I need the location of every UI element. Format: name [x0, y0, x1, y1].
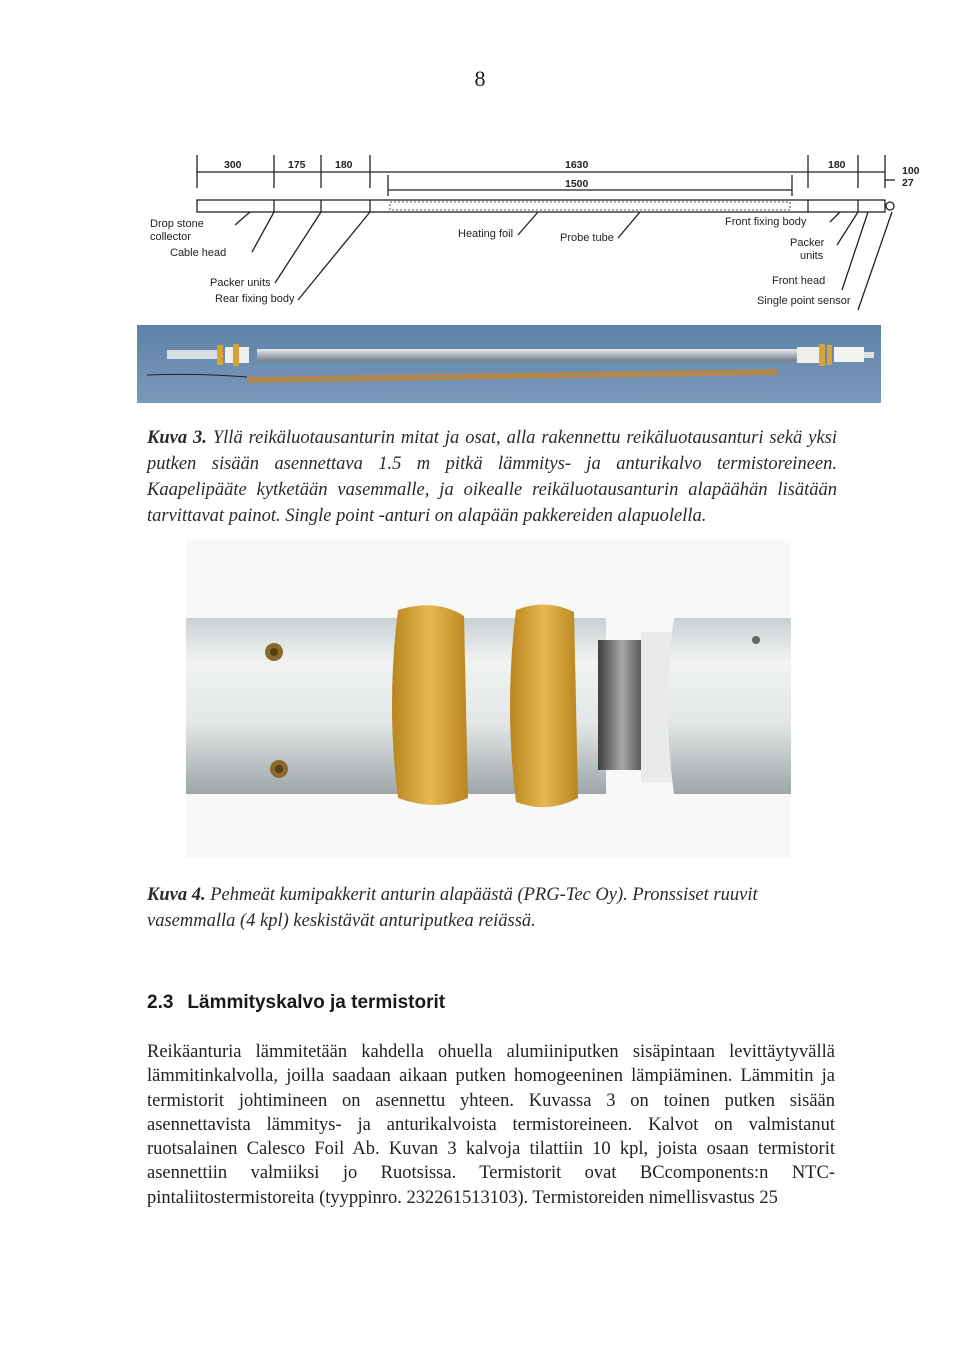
label-packer-right-1: Packer: [790, 237, 825, 249]
label-single-point-sensor: Single point sensor: [757, 295, 851, 307]
dim-100: 100: [902, 165, 920, 177]
section-heading: [147, 992, 445, 1014]
label-heating-foil: Heating foil: [458, 228, 514, 240]
figure-4-caption-text: Pehmeät kumipakkerit anturin alapäästä (PRG-Tec Oy). Pronssiset ruuvit vasemmalla (4 kpl) keskistävät anturiputkea reiässä.: [147, 885, 758, 931]
label-rear-fixing-body: Rear fixing body: [215, 293, 295, 305]
figure-4-caption: [147, 882, 827, 934]
label-packer-units-left: Packer units: [210, 277, 271, 289]
dim-175: 175: [288, 159, 306, 171]
label-drop-stone-1: Drop stone: [150, 218, 204, 230]
dim-1630: 1630: [565, 159, 589, 171]
section-title: Lämmityskalvo ja termistorit: [187, 992, 446, 1013]
dim-1500: 1500: [565, 178, 589, 190]
dim-180-left: 180: [335, 159, 353, 171]
dim-27: 27: [902, 177, 914, 189]
label-front-fixing-body: Front fixing body: [725, 216, 807, 228]
label-drop-stone-2: collector: [150, 231, 191, 243]
figure-3-caption-text: Yllä reikäluotausanturin mitat ja osat, alla rakennettu reikäluotausanturi sekä yksi putken sisään asennettava 1.5 m pitkä lämmitys- ja anturikalvo termistoreineen. Kaapelipääte kytketään vasemmalle, ja oikealle reikäluotausanturin alapäähän lisätään tarvittavat painot. Single point -anturi on alapään pakkereiden alapuolella.: [147, 428, 837, 526]
dim-180-right: 180: [828, 159, 846, 171]
label-packer-right-2: units: [800, 250, 824, 262]
figure-3-caption: [147, 425, 837, 529]
probe-dimension-diagram: [140, 150, 930, 315]
label-cable-head: Cable head: [170, 247, 227, 259]
probe-photo: [137, 325, 881, 403]
packer-photo: [186, 540, 791, 858]
figure-3-label: Kuva 3.: [147, 428, 207, 448]
section-number: 2.3: [147, 992, 174, 1013]
page-number: 8: [474, 66, 486, 91]
label-front-head: Front head: [772, 275, 826, 287]
figure-4-label: Kuva 4.: [147, 885, 206, 905]
body-paragraph: Reikäanturia lämmitetään kahdella ohuella alumiiniputken sisäpintaan levittäytyvällä lämmitinkalvolla, joilla saadaan aikaan putken homogeeninen lämpiäminen. Lämmitin ja termistorit johtimineen on asennettu yhteen. Kuvassa 3 on toinen putken sisään asennettavista lämmitys- ja anturikalvoista termistoreineen. Kalvot on valmistanut ruotsalainen Calesco Foil Ab. Kuvan 3 kalvoja tilattiin 10 kpl, joista osaan termistorit asennettiin valmiiksi jo Ruotsissa. Termistorit ovat BCcomponents:n NTC-pintaliitostermistoreita (tyyppinro. 232261513103). Termistoreiden nimellisvastus 25: [147, 1042, 835, 1208]
label-probe-tube: Probe tube: [560, 232, 614, 244]
dim-300: 300: [224, 159, 242, 171]
